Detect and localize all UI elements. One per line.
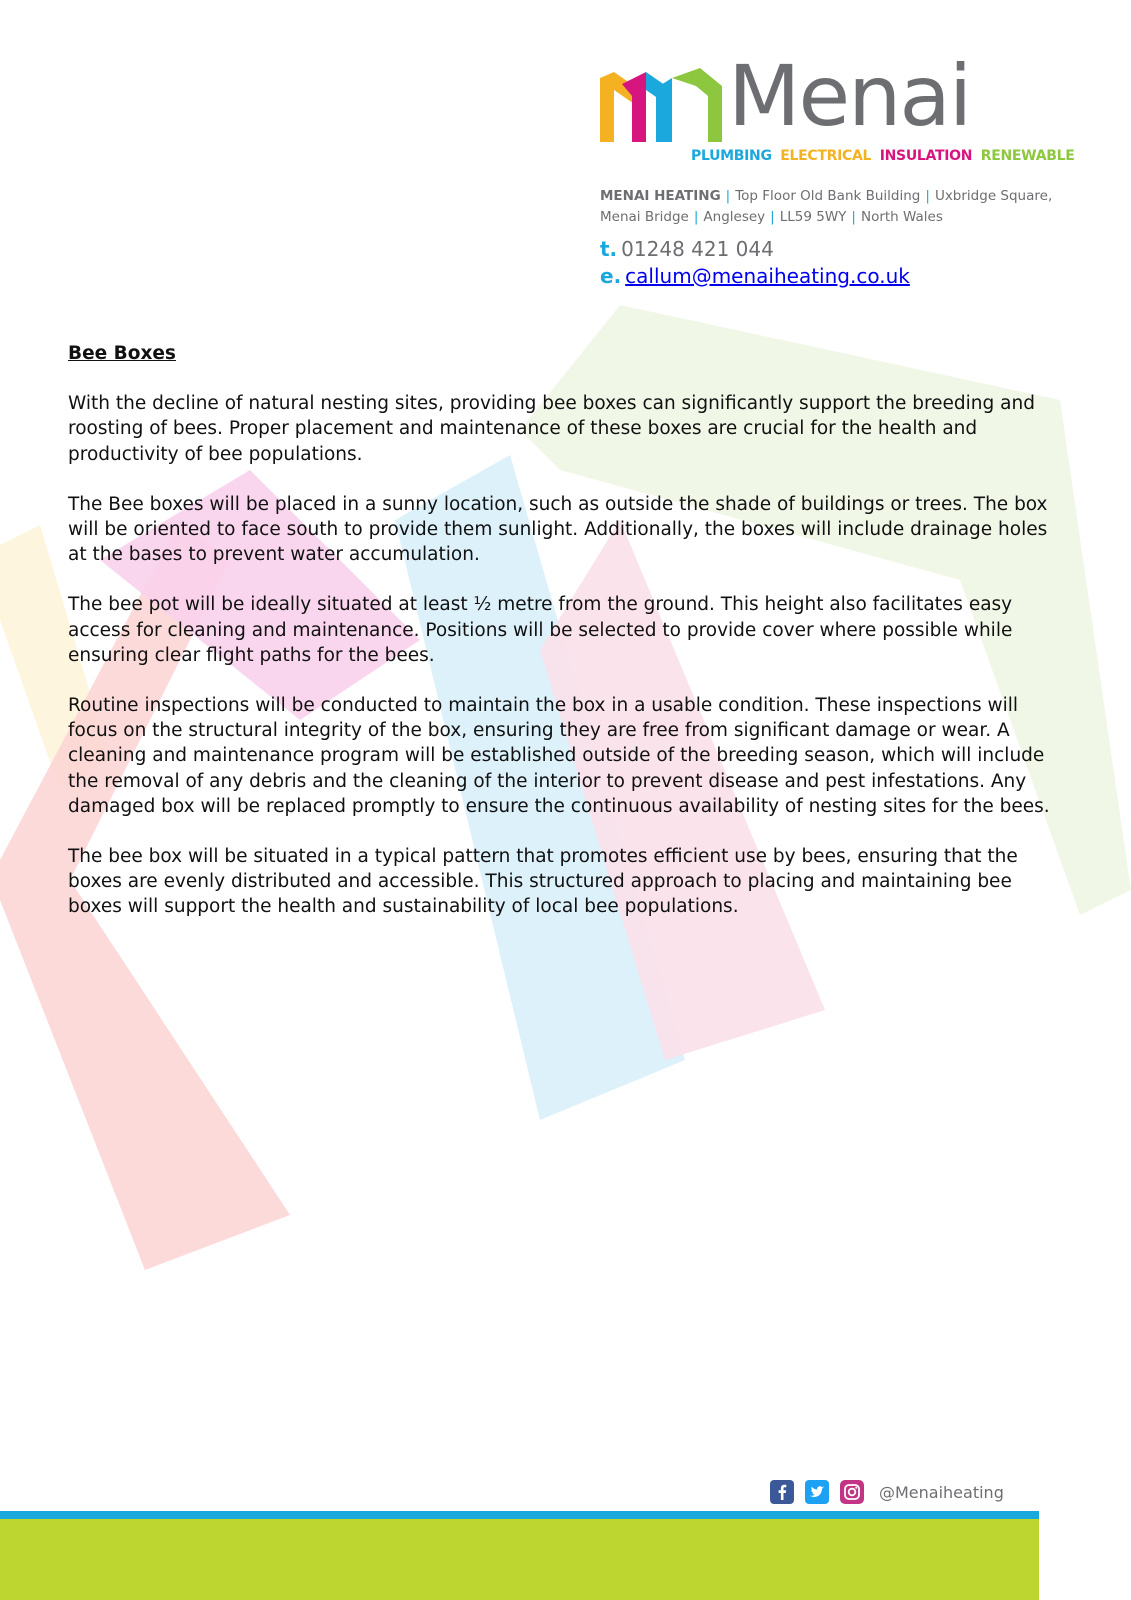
- house-logo-icon: [600, 68, 722, 142]
- services-tagline: [691, 148, 1078, 164]
- phone-row: [600, 236, 910, 263]
- social-handle: @Menaiheating: [879, 1482, 1004, 1502]
- instagram-icon[interactable]: [840, 1480, 864, 1504]
- tagline-plumbing: PLUMBING: [691, 148, 772, 164]
- address-line-2: [600, 207, 1080, 228]
- tagline-renewable: RENEWABLE: [980, 148, 1075, 164]
- phone-label: t.: [600, 237, 618, 261]
- company-name: Menai: [728, 47, 971, 145]
- document-body: [68, 341, 1068, 945]
- separator: |: [725, 188, 731, 204]
- email-row: [600, 263, 910, 290]
- phone-number: 01248 421 044: [621, 237, 774, 261]
- tagline-insulation: INSULATION: [879, 148, 973, 164]
- email-label: e.: [600, 264, 622, 288]
- address-square: Uxbridge Square,: [934, 188, 1053, 204]
- address-company-name: MENAI HEATING: [600, 188, 721, 204]
- address-building: Top Floor Old Bank Building: [735, 188, 921, 204]
- address-region: North Wales: [860, 209, 943, 225]
- facebook-icon[interactable]: [770, 1480, 794, 1504]
- address-town: Menai Bridge: [600, 209, 689, 225]
- paragraph-4: Routine inspections will be conducted to maintain the box in a usable condition. These inspections will focus on the structural integrity of the box, ensuring they are free from significant damage or wear. A cleaning and maintenance program will be established outside of the breeding season, which will include the removal of any debris and the cleaning of the interior to prevent disease and pest infestations. Any damaged box will be replaced promptly to ensure the continuous availability of nesting sites for the bees.: [68, 695, 1050, 817]
- paragraph-5: The bee box will be situated in a typical pattern that promotes efficient use by bees, ensuring that the boxes are evenly distributed and accessible. This structured approach to placing and maintaining bee boxes will support the health and sustainability of local bee populations.: [68, 846, 1018, 918]
- document-heading: Bee Boxes: [68, 343, 176, 364]
- separator: |: [770, 209, 775, 225]
- company-logo: [600, 47, 1100, 146]
- separator: |: [851, 209, 856, 225]
- letterhead: [600, 47, 1100, 288]
- paragraph-3: The bee pot will be ideally situated at least ½ metre from the ground. This height also facilitates easy access for cleaning and maintenance. Positions will be selected to provide cover where possible while ensuring clear flight paths for the bees.: [68, 594, 1013, 666]
- footer-blue-stripe: [0, 1511, 1039, 1519]
- address-line-1: [600, 186, 1080, 207]
- paragraph-1: With the decline of natural nesting sites, providing bee boxes can significantly support the breeding and roosting of bees. Proper placement and maintenance of these boxes are crucial for the health and productivity of bee populations.: [68, 393, 1035, 465]
- address-county: Anglesey: [703, 209, 766, 225]
- company-address: [600, 186, 1080, 228]
- contact-details: [600, 236, 910, 290]
- footer-green-band: [0, 1519, 1039, 1600]
- email-link[interactable]: callum@menaiheating.co.uk: [625, 264, 910, 288]
- tagline-electrical: ELECTRICAL: [780, 148, 872, 164]
- social-links: [770, 1480, 1004, 1504]
- twitter-icon[interactable]: [805, 1480, 829, 1504]
- separator: |: [693, 209, 699, 225]
- address-postcode: LL59 5WY: [779, 209, 847, 225]
- separator: |: [925, 188, 930, 204]
- paragraph-2: The Bee boxes will be placed in a sunny location, such as outside the shade of buildings or trees. The box will be oriented to face south to provide them sunlight. Additionally, the boxes will include drainage holes at the bases to prevent water accumulation.: [68, 493, 1048, 566]
